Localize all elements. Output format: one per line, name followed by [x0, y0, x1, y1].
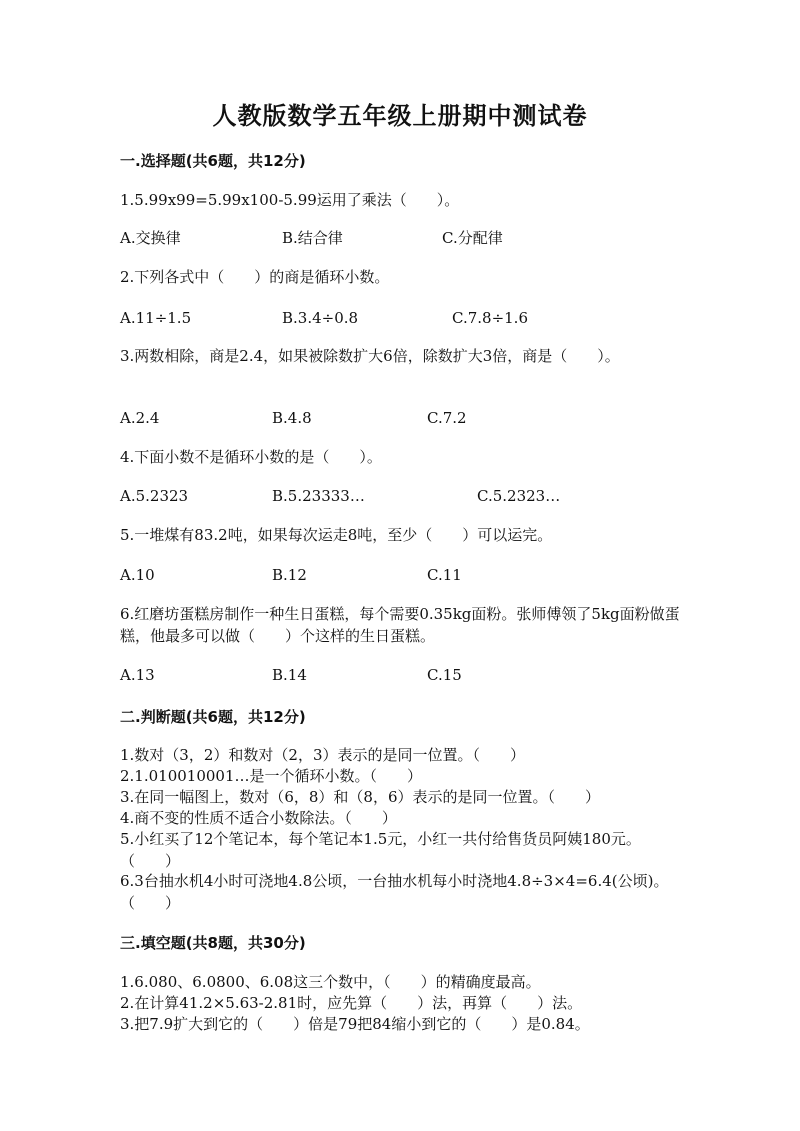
choice-6-option-a: A.13 — [120, 666, 155, 684]
choice-question-5: 5.一堆煤有83.2吨，如果每次运走8吨，至少（ ）可以运完。 — [120, 526, 553, 544]
choice-5-option-a: A.10 — [120, 566, 155, 584]
choice-2-option-b: B.3.4÷0.8 — [282, 309, 359, 327]
fill-question-3: 3.把7.9扩大到它的（ ）倍是79把84缩小到它的（ ）是0.84。 — [120, 1015, 590, 1033]
choice-question-6: 6.红磨坊蛋糕房制作一种生日蛋糕，每个需要0.35kg面粉。张师傅领了5kg面粉做蛋糕，他最多可以做（ ）个这样的生日蛋糕。 — [120, 605, 680, 645]
judge-question-1: 1.数对（3，2）和数对（2，3）表示的是同一位置。（ ） — [120, 746, 525, 764]
judge-question-2: 2.1.010010001…是一个循环小数。（ ） — [120, 767, 423, 785]
choice-question-1: 1.5.99x99=5.99x100-5.99运用了乘法（ ）。 — [120, 191, 460, 209]
choice-question-2: 2.下列各式中（ ）的商是循环小数。 — [120, 268, 390, 286]
fill-question-1: 1.6.080、6.0800、6.08这三个数中，（ ）的精确度最高。 — [120, 973, 541, 991]
section-choice-heading: 一.选择题(共6题，共12分) — [120, 152, 306, 170]
section-judge-heading: 二.判断题(共6题，共12分) — [120, 708, 306, 726]
section-fill-heading: 三.填空题(共8题，共30分) — [120, 934, 306, 952]
choice-2-option-c: C.7.8÷1.6 — [452, 309, 528, 327]
choice-1-option-c: C.分配律 — [442, 229, 503, 247]
judge-question-6: 6.3台抽水机4小时可浇地4.8公顷，一台抽水机每小时浇地4.8÷3×4=6.4(公顷)。（ ） — [120, 872, 669, 912]
choice-question-4: 4.下面小数不是循环小数的是（ ）。 — [120, 448, 382, 466]
choice-4-option-b: B.5.23333… — [272, 487, 365, 505]
choice-5-option-c: C.11 — [427, 566, 462, 584]
choice-3-option-b: B.4.8 — [272, 409, 312, 427]
judge-question-5: 5.小红买了12个笔记本，每个笔记本1.5元，小红一共付给售货员阿姨180元。（ ） — [120, 830, 641, 870]
page-title: 人教版数学五年级上册期中测试卷 — [212, 101, 588, 130]
choice-3-option-a: A.2.4 — [120, 409, 160, 427]
judge-question-4: 4.商不变的性质不适合小数除法。（ ） — [120, 809, 397, 827]
choice-2-option-a: A.11÷1.5 — [120, 309, 192, 327]
choice-5-option-b: B.12 — [272, 566, 307, 584]
judge-question-3: 3.在同一幅图上，数对（6，8）和（8，6）表示的是同一位置。（ ） — [120, 788, 600, 806]
choice-4-option-a: A.5.2323 — [120, 487, 189, 505]
choice-1-option-a: A.交换律 — [120, 229, 181, 247]
choice-question-3: 3.两数相除，商是2.4，如果被除数扩大6倍，除数扩大3倍，商是（ ）。 — [120, 347, 620, 365]
choice-3-option-c: C.7.2 — [427, 409, 467, 427]
choice-6-option-b: B.14 — [272, 666, 307, 684]
choice-4-option-c: C.5.2323… — [477, 487, 561, 505]
choice-6-option-c: C.15 — [427, 666, 462, 684]
choice-1-option-b: B.结合律 — [282, 229, 343, 247]
fill-question-2: 2.在计算41.2×5.63-2.81时，应先算（ ）法，再算（ ）法。 — [120, 994, 583, 1012]
